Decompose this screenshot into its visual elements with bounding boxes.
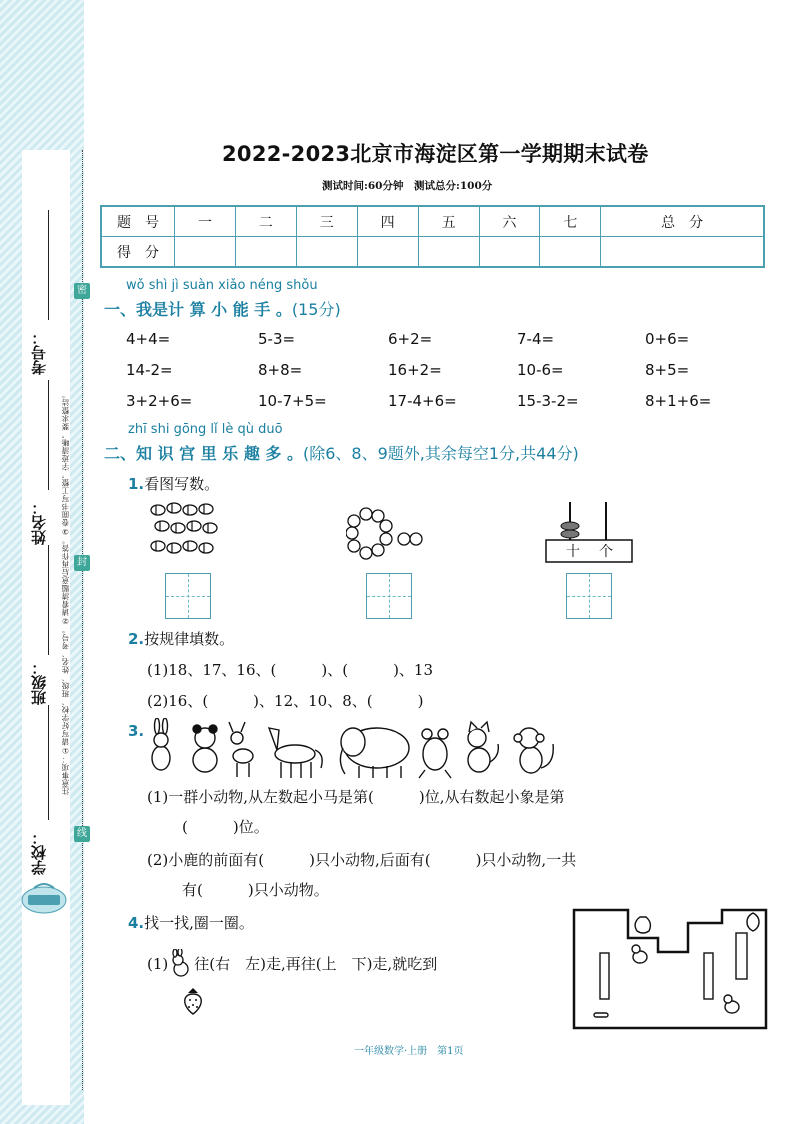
class-label: 班级：: [30, 660, 48, 705]
section1-points: (15分): [291, 300, 341, 319]
score-table-score-row: [101, 237, 764, 268]
question-1: [128, 473, 219, 494]
equation: 16+2=: [388, 361, 442, 379]
exam-no-label: 考号：: [30, 330, 48, 375]
equation: 8+8=: [258, 361, 303, 379]
page-title: 2022-2023北京市海淀区第一学期期末试卷: [222, 142, 649, 166]
bees-group-icon: [148, 500, 220, 560]
q4-line-1[interactable]: [147, 949, 437, 977]
score-blank[interactable]: [235, 237, 296, 268]
section1-pinyin: wǒ shì jì suàn xiǎo néng shǒu: [126, 278, 318, 293]
question-2: [128, 628, 234, 649]
school-line: [48, 705, 49, 820]
q3-line-3[interactable]: (2)小鹿的前面有( )只小动物,后面有( )只小动物,一共: [147, 851, 577, 869]
abacus-tens-label: 十: [566, 544, 580, 560]
section1-title: [104, 297, 341, 320]
score-cell: 二: [235, 206, 296, 237]
question-number: 3.: [128, 722, 145, 740]
section2-points: (除6、8、9题外,其余每空1分,共44分): [303, 444, 579, 463]
q3-line-1[interactable]: (1)一群小动物,从左数起小马是第( )位,从右数起小象是第: [147, 788, 565, 806]
question-text: 找一找,圈一圈。: [144, 914, 254, 932]
beads-icon: [346, 506, 432, 564]
abacus-icon: [544, 500, 636, 570]
equation: 3+2+6=: [126, 392, 193, 410]
score-cell: 四: [357, 206, 418, 237]
score-blank[interactable]: [357, 237, 418, 268]
equation: 17-4+6=: [388, 392, 457, 410]
name-label: 姓名：: [30, 500, 48, 545]
equation: 7-4=: [517, 330, 555, 348]
seal-mark-2: 封: [74, 555, 90, 571]
score-cell: 题 号: [101, 206, 175, 237]
score-cell: 六: [479, 206, 540, 237]
score-cell: 一: [175, 206, 236, 237]
score-blank[interactable]: [296, 237, 357, 268]
answer-box-beads[interactable]: [366, 573, 412, 619]
pattern-line-2[interactable]: (2)16、( )、12、10、8、( ): [147, 692, 424, 710]
equation: 4+4=: [126, 330, 171, 348]
question-3: [128, 722, 144, 740]
equation: 10-7+5=: [258, 392, 327, 410]
section2-pinyin: zhī shi gōng lǐ lè qù duō: [128, 422, 283, 437]
q4-subnum: (1): [147, 955, 169, 973]
question-text: 按规律填数。: [144, 630, 235, 648]
equation: 8+5=: [645, 361, 690, 379]
seal-mark-3: 线: [74, 826, 90, 842]
score-blank[interactable]: [418, 237, 479, 268]
notice-text: 注意事项：①请写好学校、班级、姓名、考号。②请看清题意后再作答。③卷面书写工整，字迹清晰，要求整洁。: [61, 390, 70, 795]
question-text: 看图写数。: [144, 475, 220, 493]
equation: 8+1+6=: [645, 392, 712, 410]
question-4: [128, 912, 254, 933]
score-cell: 三: [296, 206, 357, 237]
equation: 15-3-2=: [517, 392, 579, 410]
question-number: 4.: [128, 914, 145, 932]
abacus-ones-label: 个: [599, 544, 613, 560]
score-row-label: 得 分: [101, 237, 175, 268]
equation: 6+2=: [388, 330, 433, 348]
equation: 0+6=: [645, 330, 690, 348]
exam-no-line: [48, 210, 49, 320]
score-blank[interactable]: [540, 237, 601, 268]
score-table-header-row: [101, 206, 764, 237]
name-line: [48, 380, 49, 490]
section2-title-text: 二、知 识 宫 里 乐 趣 多 。: [104, 444, 303, 463]
score-cell: 总 分: [601, 206, 764, 237]
answer-box-bees[interactable]: [165, 573, 211, 619]
q4-direction-text: 往(右 左)走,再往(上 下)走,就吃到: [194, 955, 438, 973]
question-number: 1.: [128, 475, 145, 493]
q3-line-4[interactable]: 有( )只小动物。: [182, 881, 329, 899]
score-blank[interactable]: [175, 237, 236, 268]
rabbit-icon: [168, 949, 194, 977]
strawberry-icon: [180, 986, 206, 1016]
exam-info: 测试时间:60分钟 测试总分:100分: [322, 180, 493, 192]
score-blank[interactable]: [601, 237, 764, 268]
question-number: 2.: [128, 630, 145, 648]
score-blank[interactable]: [479, 237, 540, 268]
maze-diagram: [572, 905, 768, 1030]
score-cell: 五: [418, 206, 479, 237]
score-table: [100, 205, 765, 268]
q3-line-2[interactable]: ( )位。: [182, 818, 269, 836]
equation: 14-2=: [126, 361, 173, 379]
school-label: 学校：: [30, 830, 48, 875]
publisher-logo-icon: [20, 880, 68, 916]
section2-title: [104, 441, 579, 464]
pattern-line-1[interactable]: (1)18、17、16、( )、( )、13: [147, 661, 434, 679]
section1-title-text: 一、我是计 算 小 能 手 。: [104, 300, 292, 319]
class-line: [48, 545, 49, 655]
score-cell: 七: [540, 206, 601, 237]
equation: 5-3=: [258, 330, 296, 348]
page-footer: 一年级数学·上册 第1页: [354, 1046, 464, 1057]
answer-box-abacus[interactable]: [566, 573, 612, 619]
seal-mark-1: 密: [74, 283, 90, 299]
animals-row-icon: [145, 718, 560, 780]
equation: 10-6=: [517, 361, 564, 379]
